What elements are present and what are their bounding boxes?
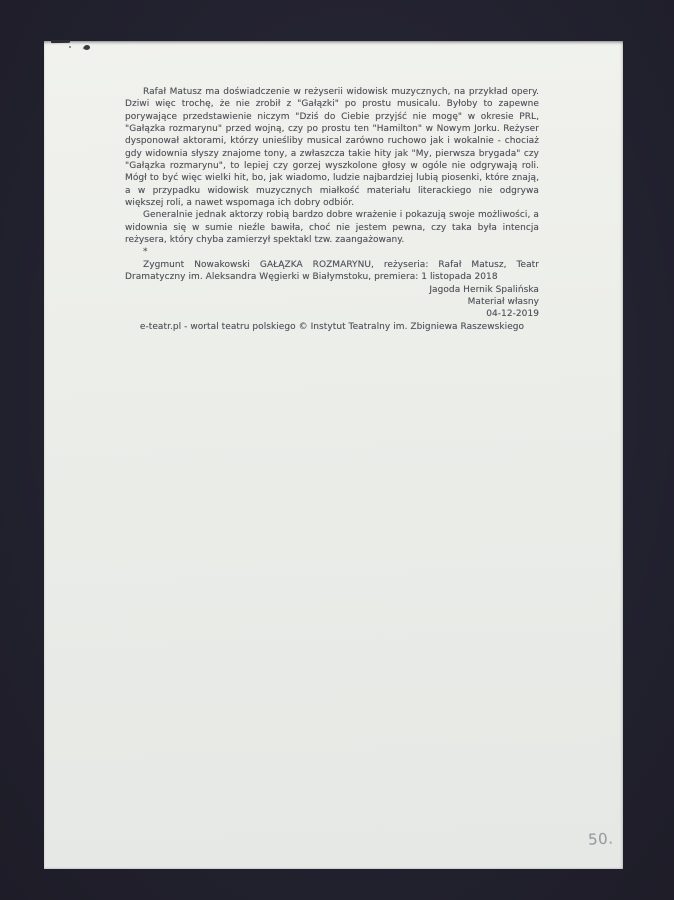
scan-smudge-mark	[51, 40, 70, 43]
source-label: Materiał własny	[467, 296, 539, 307]
production-credits: Zygmunt Nowakowski GAŁĄZKA ROZMARYNU, reżyseria: Rafał Matusz, Teatr Dramatyczny im. Aleksandra Węgierki w Białymstoku, premiera: 1 listopada 2018	[125, 259, 539, 283]
handwritten-page-number: 50.	[587, 829, 614, 849]
author-name: Jagoda Hernik Spalińska	[429, 284, 539, 295]
review-paragraph-1: Rafał Matusz ma doświadczenie w reżyserii widowisk muzycznych, na przykład opery. Dziwi więc trochę, że nie zrobił z "Gałązki" po prostu musicalu. Byłoby to zapewne porywające przedstawienie niczym "Dziś do Ciebie przyjść nie mogę" w okresie PRL, "Gałązka rozmarynu" przed wojną, czy po prostu ten "Hamilton" w Nowym Jorku. Reżyser dysponował aktorami, którzy unieśliby musical zarówno ruchowo jak i wokalnie - chociaż gdy widownia słyszy znajome tony, a zwłaszcza takie hity jak "My, pierwsza brygada" czy "Gałązka rozmarynu", to lepiej czy gorzej wyszkolone głosy w ogóle nie odgrywają roli. Mógł to być więc wielki hit, bo, jak wiadomo, ludzie najbardziej lubią piosenki, które znają, a w przypadku widowisk muzycznych miałkość materiału literackiego nie odgrywa większej roli, a nawet wspomaga ich dobry odbiór.	[125, 87, 539, 209]
section-separator-asterisk: *	[143, 247, 148, 258]
ink-blot-mark	[84, 44, 91, 50]
dust-speck	[69, 46, 71, 48]
article-body	[125, 86, 539, 333]
review-paragraph-2: Generalnie jednak aktorzy robią bardzo dobre wrażenie i pokazują swoje możliwości, a widownia się w sumie nieźle bawiła, choć nie jestem pewna, czy taka była intencja reżysera, który chyba zamierzył spektakl tzw. zaangażowany.	[125, 210, 539, 246]
footer-credit: e-teatr.pl - wortal teatru polskiego © Instytut Teatralny im. Zbigniewa Raszewskiego	[139, 321, 525, 332]
scanned-page	[44, 41, 623, 869]
article-date: 04-12-2019	[486, 309, 539, 320]
byline-block	[125, 284, 539, 321]
